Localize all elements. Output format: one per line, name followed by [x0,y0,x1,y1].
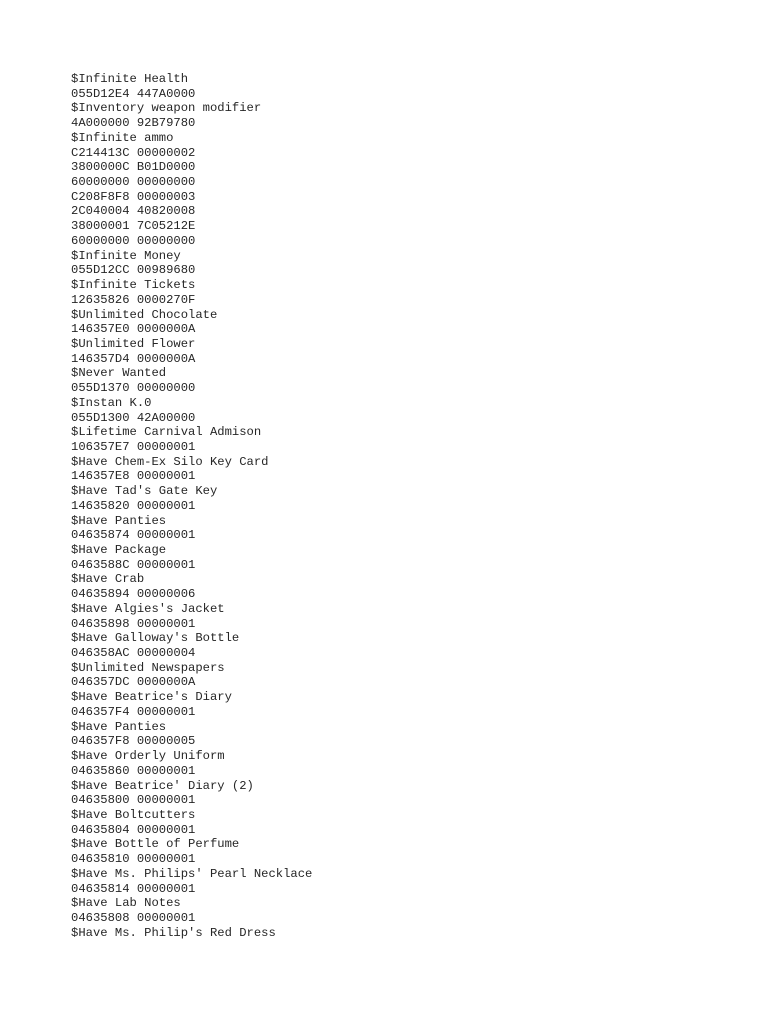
cheat-code-line: 04635814 00000001 [71,881,196,896]
cheat-title-line: $Infinite ammo [71,130,174,145]
cheat-title-line: $Have Chem-Ex Silo Key Card [71,454,269,469]
cheat-code-line: 0463588C 00000001 [71,557,196,572]
cheat-code-line: 14635820 00000001 [71,498,196,513]
cheat-title-line: $Have Algies's Jacket [71,601,225,616]
cheat-code-line: 04635894 00000006 [71,587,196,602]
cheat-code-line: 055D1370 00000000 [71,381,196,396]
cheat-title-line: $Have Package [71,543,167,557]
cheat-code-line: 106357E7 00000001 [71,439,196,454]
cheat-code-line: 38000001 7C05212E [71,219,196,234]
cheat-title-line: $Have Panties [71,719,167,734]
cheat-title-line: $Have Beatrice' Diary (2) [71,778,254,793]
cheat-title-line: $Inventory weapon modifier [71,101,262,116]
cheat-title-line: $Have Panties [71,513,167,528]
cheat-code-line: 055D1300 42A00000 [71,410,196,425]
cheat-title-line: $Have Crab [71,572,145,587]
cheat-code-line: 04635810 00000001 [71,852,196,867]
cheat-code-line: 2C040004 40820008 [71,204,196,219]
cheat-code-line: 12635826 0000270F [71,292,196,307]
cheat-code-line: 055D12CC 00989680 [71,263,196,278]
cheat-title-line: $Infinite Health [71,72,189,86]
cheat-code-line: 04635800 00000001 [71,793,196,808]
cheat-code-line: C208F8F8 00000003 [71,189,196,204]
cheat-code-line: 046357DC 0000000A [71,675,196,690]
cheat-code-line: 04635808 00000001 [71,910,196,925]
cheat-title-line: $Have Orderly Uniform [71,749,225,764]
cheat-code-line: 046357F8 00000005 [71,734,196,749]
cheat-code-line: 146357E0 0000000A [71,322,196,337]
cheat-code-line: 146357D4 0000000A [71,351,196,366]
cheat-title-line: $Have Galloway's Bottle [71,631,240,646]
cheat-code-line: 04635898 00000001 [71,616,196,631]
cheat-code-line: 4A000000 92B79780 [71,116,196,131]
cheat-code-line: 60000000 00000000 [71,233,196,248]
cheat-title-line: $Unlimited Chocolate [71,307,218,322]
cheat-code-line: 046358AC 00000004 [71,646,196,661]
cheat-title-line: $Unlimited Newspapers [71,660,225,675]
cheat-code-line: 055D12E4 447A0000 [71,86,196,101]
cheat-title-line: $Have Lab Notes [71,896,181,911]
cheat-title-line: $Lifetime Carnival Admison [71,425,262,440]
cheat-code-line: 04635804 00000001 [71,822,196,837]
cheat-code-line: 04635874 00000001 [71,528,196,543]
cheat-title-line: $Have Ms. Philip's Red Dress [71,925,276,940]
cheat-code-line: 3800000C B01D0000 [71,160,196,175]
cheat-title-line: $Unlimited Flower [71,336,196,351]
cheat-code-line: 04635860 00000001 [71,763,196,778]
cheat-title-line: $Instan K.0 [71,395,152,410]
cheat-title-line: $Infinite Money [71,248,181,263]
cheat-title-line: $Have Ms. Philips' Pearl Necklace [71,866,313,881]
cheat-title-line: $Have Bottle of Perfume [71,837,240,852]
cheat-code-line: 046357F4 00000001 [71,704,196,719]
cheat-title-line: $Infinite Tickets [71,278,196,293]
cheat-title-line: $Have Beatrice's Diary [71,690,232,705]
cheat-title-line: $Never Wanted [71,366,167,381]
cheat-code-line: 60000000 00000000 [71,175,196,190]
cheat-title-line: $Have Boltcutters [71,807,196,822]
cheat-code-listing [71,72,751,940]
cheat-code-line: C214413C 00000002 [71,145,196,160]
cheat-title-line: $Have Tad's Gate Key [71,484,218,499]
cheat-code-line: 146357E8 00000001 [71,469,196,484]
